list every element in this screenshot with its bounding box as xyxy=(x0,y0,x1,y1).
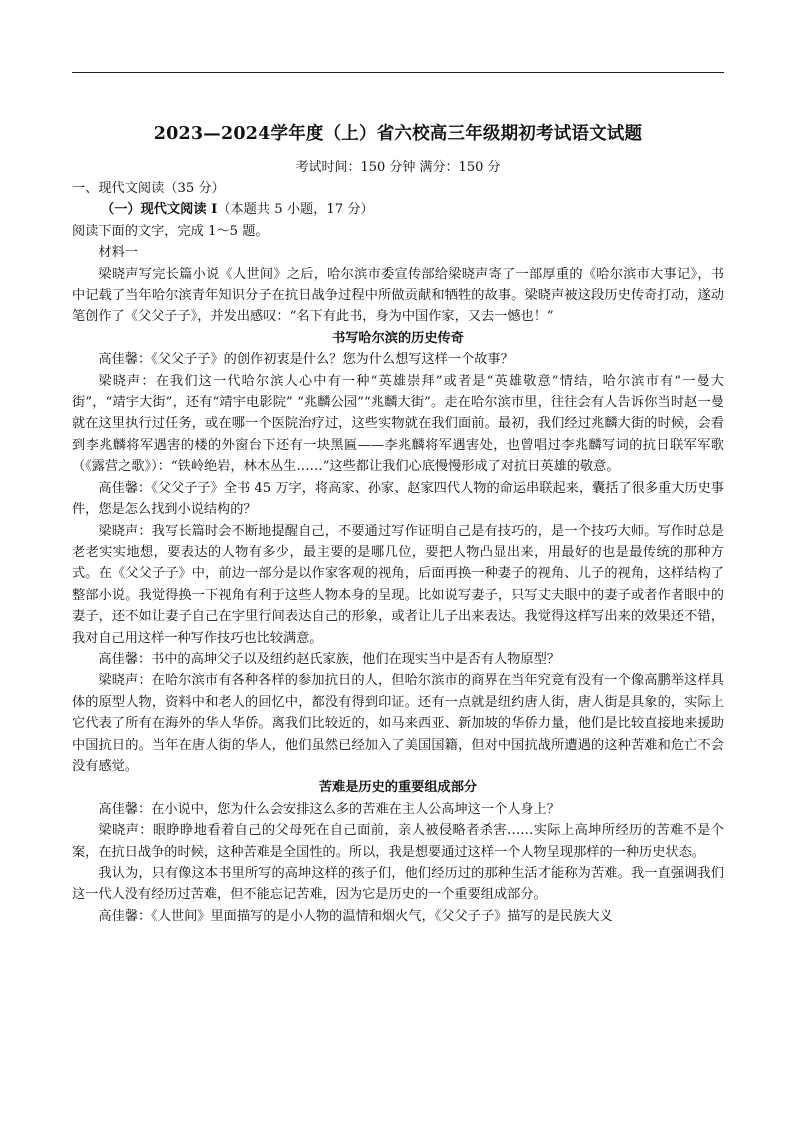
paragraph: 梁晓声：我写长篇时会不断地提醒自己，不要通过写作证明自己是有技巧的，是一个技巧大师。写作时总是老老实实地想，要表达的人物有多少，最主要的是哪几位，要把人物凸显出来，用最好的也是最传统的那种方式。在《父父子子》中，前边一部分是以作家客观的视角，后面再换一种妻子的视角、儿子的视角，这样结构了整部小说。我觉得换一下视角有利于这些人物本身的呈现。比如说写妻子，只写丈夫眼中的妻子或者作者眼中的妻子，还不如让妻子自己在字里行间表达自己的形象，或者让儿子出来表达。我觉得这样写出来的效果还不错，我对自己用这样一种写作技巧也比较满意。 xyxy=(72,523,724,646)
section-subheading: 苦难是历史的重要组成部分 xyxy=(318,780,478,796)
article-body xyxy=(72,178,724,927)
instruction: 阅读下面的文字，完成 1～5 题。 xyxy=(72,223,269,239)
material-label: 材料一 xyxy=(98,245,138,261)
subsection-note: （本题共 5 小题，17 分） xyxy=(217,202,374,218)
page-title: 2023—2024学年度（上）省六校高三年级期初考试语文试题 xyxy=(153,124,643,144)
section-subheading: 书写哈尔滨的历史传奇 xyxy=(332,330,464,346)
paragraph: 梁晓声：在哈尔滨市有各种各样的参加抗日的人，但哈尔滨市的商界在当年究竟有没有一个像高鹏举这样具体的原型人物，资料中和老人的回忆中，都没有得到印证。还有一点就是纽约唐人街，唐人街是具象的，实际上它代表了所有在海外的华人华侨。离我们比较近的，如马来西亚、新加坡的华侨力量，他们是比较直接地来援助中国抗日的。当年在唐人街的华人，他们虽然已经加入了美国国籍，但对中国抗战所遭遇的这种苦难和危亡不会没有感觉。 xyxy=(72,673,724,774)
paragraph: 高佳馨：《父父子子》全书 45 万字，将高家、孙家、赵家四代人物的命运串联起来，囊括了很多重大历史事件，您是怎么找到小说结构的？ xyxy=(72,480,724,518)
paragraph: 高佳馨：《父父子子》的创作初衷是什么？您为什么想写这样一个故事？ xyxy=(98,352,514,368)
header-rule xyxy=(72,72,724,73)
exam-info: 考试时间：150 分钟 满分：150 分 xyxy=(295,160,501,175)
paragraph: 梁晓声：在我们这一代哈尔滨人心中有一种“英雄崇拜”或者是“英雄敬意”情结，哈尔滨市有“一曼大街”，“靖宇大街”，还有“靖宇电影院” “兆麟公园”“兆麟大街”。走在哈尔滨市里，往往会有人告诉你当时赵一曼就在这里执行过任务，或在哪一个医院治疗过，这些实物就在我们面前。最初，我们经过兆麟大街的时候，会看到李兆麟将军遇害的楼的外窗台下还有一块黑匾——李兆麟将军遇害处，也曾唱过李兆麟写词的抗日联军军歌（《露营之歌》）：“铁岭绝岩，林木丛生……”这些都让我们心底慢慢形成了对抗日英雄的敬意。 xyxy=(72,373,724,475)
paragraph: 高佳馨：在小说中，您为什么会安排这么多的苦难在主人公高坤这一个人身上？ xyxy=(98,801,560,817)
subsection-heading xyxy=(72,199,724,220)
section-heading: 一、现代文阅读（35 分） xyxy=(72,181,225,196)
subsection-label: （一）现代文阅读 I xyxy=(101,202,218,218)
paragraph: 高佳馨：书中的高坤父子以及纽约赵氏家族，他们在现实当中是否有人物原型？ xyxy=(98,651,560,667)
paragraph: 我认为，只有像这本书里所写的高坤这样的孩子们，他们经历过的那种生活才能称为苦难。我一直强调我们这一代人没有经历过苦难，但不能忘记苦难，因为它是历史的一个重要组成部分。 xyxy=(72,866,724,903)
paragraph: 梁晓声写完长篇小说《人世间》之后，哈尔滨市委宣传部给梁晓声寄了一部厚重的《哈尔滨市大事记》，书中记载了当年哈尔滨青年知识分子在抗日战争过程中所做贡献和牺牲的故事。梁晓声被这段历史传奇打动，遂动笔创作了《父父子子》，并发出感叹：“名下有此书，身为中国作家，又去一憾也！” xyxy=(72,266,724,325)
paragraph: 梁晓声：眼睁睁地看着自己的父母死在自己面前，亲人被侵略者杀害……实际上高坤所经历的苦难不是个案，在抗日战争的时候，这种苦难是全国性的。所以，我是想要通过这样一个人物呈现那样的一种历史状态。 xyxy=(72,823,724,860)
paragraph: 高佳馨：《人世间》里面描写的是小人物的温情和烟火气，《父父子子》描写的是民族大义 xyxy=(98,908,613,924)
